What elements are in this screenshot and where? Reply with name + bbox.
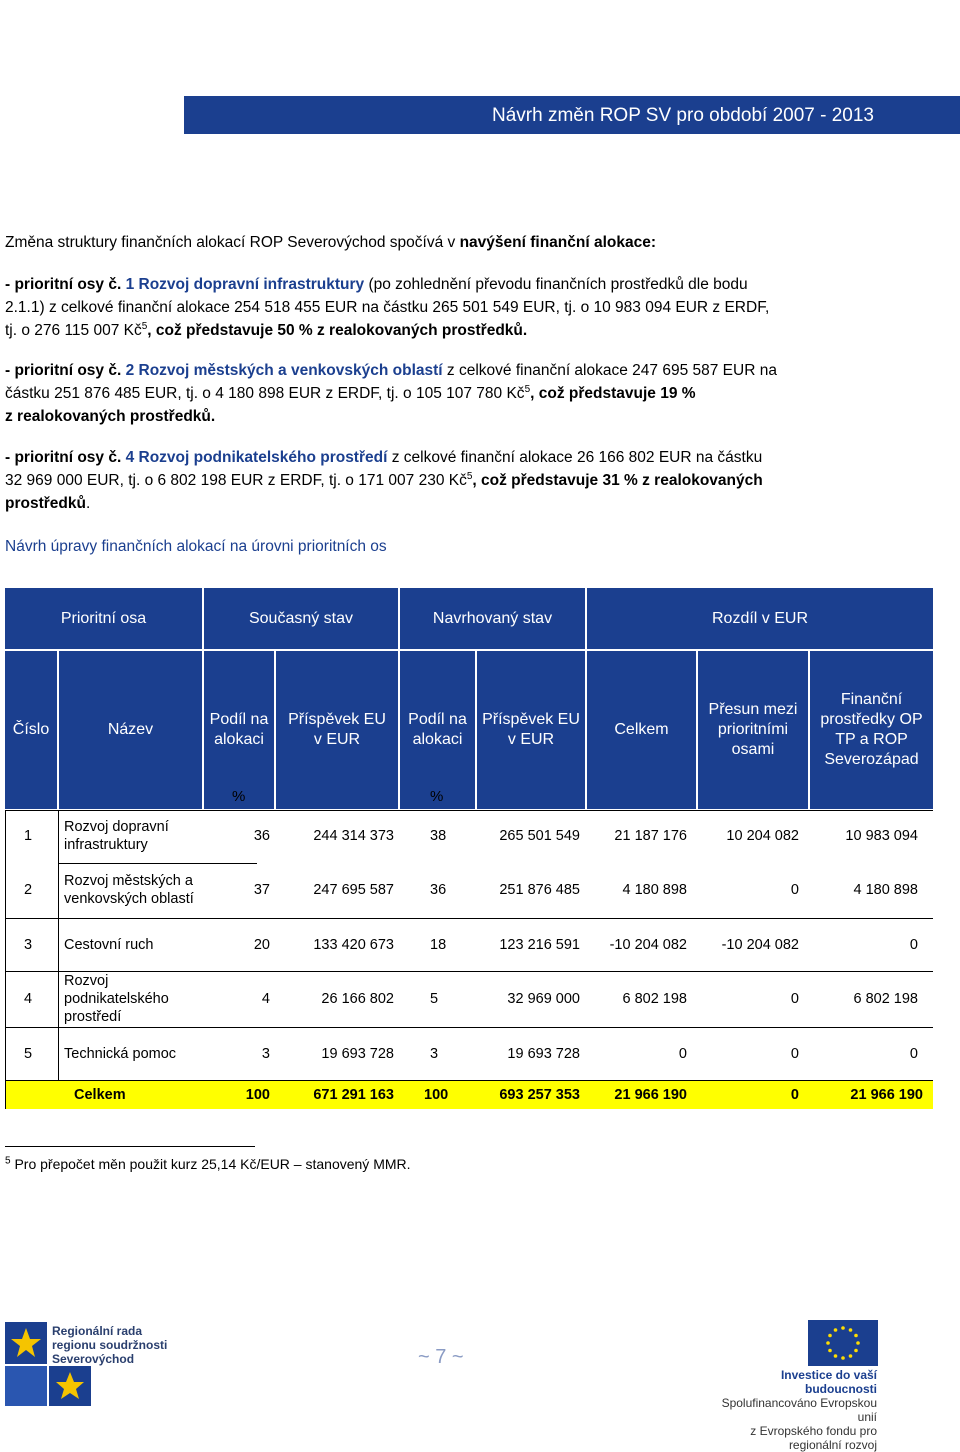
grid-line <box>58 810 59 1080</box>
eu-star <box>828 1349 832 1353</box>
row-number: 4 <box>24 991 33 1007</box>
row-optp: 6 802 198 <box>853 991 918 1007</box>
eu-star <box>854 1349 858 1353</box>
logo-block <box>5 1366 47 1406</box>
eu-flag-icon <box>808 1320 878 1366</box>
footnote-separator <box>5 1146 255 1147</box>
row-name: Cestovní ruch <box>64 937 154 953</box>
row-number: 1 <box>24 828 33 844</box>
row-optp: 4 180 898 <box>853 882 918 898</box>
col-header-new-pct: Podíl na alokaci <box>400 651 475 809</box>
star-icon <box>49 1366 91 1406</box>
eu-star <box>841 1326 845 1330</box>
row-shift: 0 <box>790 1046 799 1062</box>
pct-label-proposed: % <box>430 788 444 805</box>
row-cur-eur: 244 314 373 <box>313 828 394 844</box>
row-cur-pct: 37 <box>253 882 270 898</box>
row-number: 3 <box>24 937 33 953</box>
row-name: Technická pomoc <box>64 1046 177 1062</box>
axis4-paragraph: - prioritní osy č. 4 Rozvoj podnikatelského prostředí z celkové finanční alokace 26 166 802 EUR na částku 32 969 000 EUR, tj. o 6 802 198 EUR z ERDF, tj. o 171 007 230 $Kč^5$, což představuje 31 % z realokovaných prostředků. <box>5 449 763 512</box>
intro-paragraph: Změna struktury finančních alokací ROP Severovýchod spočívá v navýšení finanční alokace: <box>5 234 657 251</box>
row-optp: 10 983 094 <box>845 828 918 844</box>
eu-stars-icon <box>808 1320 878 1366</box>
axis2-paragraph: - prioritní osy č. 2 Rozvoj městských a venkovských oblastí z celkové finanční alokace 247 695 587 EUR na částku 251 876 485 EUR, tj. o 4 180 898 EUR z ERDF, tj. o 105 107 780 $Kč^5$, což představuje 19 % z realokovaných prostředků. <box>5 362 777 425</box>
header-title: Návrh změn ROP SV pro období 2007 - 2013 <box>492 105 874 126</box>
row-name: Rozvoj městských a venkovských oblastí <box>64 873 194 907</box>
row-total: -10 204 082 <box>609 937 687 953</box>
row-shift: 10 204 082 <box>726 828 799 844</box>
eu-star <box>826 1341 830 1345</box>
row-cur-eur: 247 695 587 <box>313 882 394 898</box>
col-header-name: Název <box>59 651 202 809</box>
row-cur-pct: 20 <box>253 937 270 953</box>
row-name: Rozvoj dopravní infrastruktury <box>64 819 169 853</box>
group-header-diff: Rozdíl v EUR <box>587 588 933 649</box>
row-shift: 0 <box>790 991 799 1007</box>
row-cur-pct: 36 <box>253 828 270 844</box>
row-new-eur: 251 876 485 <box>499 882 580 898</box>
row-cur-pct: 4 <box>261 991 270 1007</box>
row-new-eur: 265 501 549 <box>499 828 580 844</box>
total-shift: 0 <box>790 1086 799 1103</box>
row-cur-eur: 133 420 673 <box>313 937 394 953</box>
eu-star <box>856 1341 860 1345</box>
row-cur-pct: 3 <box>261 1046 270 1062</box>
row-new-pct: 18 <box>430 937 447 953</box>
total-cur-pct: 100 <box>245 1086 270 1103</box>
row-new-pct: 38 <box>430 828 447 844</box>
grid-line <box>5 810 6 1109</box>
row-total: 4 180 898 <box>622 882 687 898</box>
star-icon <box>5 1322 47 1364</box>
eu-star <box>828 1334 832 1338</box>
row-new-eur: 123 216 591 <box>499 937 580 953</box>
eu-star <box>849 1328 853 1332</box>
total-new-pct: 100 <box>424 1086 449 1103</box>
total-total: 21 966 190 <box>614 1086 687 1103</box>
footnote: $^5$ Pro přepočet měn použit kurz 25,14 Kč/EUR – stanovený MMR. <box>5 1155 411 1172</box>
row-number: 5 <box>24 1046 33 1062</box>
total-new-eur: 693 257 353 <box>499 1086 580 1103</box>
row-new-pct: 36 <box>430 882 447 898</box>
regional-council-logo <box>5 1322 47 1364</box>
total-label: Celkem <box>74 1086 126 1103</box>
row-new-eur: 32 969 000 <box>507 991 580 1007</box>
logo-block <box>49 1366 91 1406</box>
col-header-new-eur: Příspěvek EU v EUR <box>477 651 585 809</box>
section-title: Návrh úpravy finančních alokací na úrovni prioritních os <box>5 538 387 555</box>
col-header-number: Číslo <box>5 651 57 809</box>
eu-star <box>834 1328 838 1332</box>
row-number: 2 <box>24 882 33 898</box>
left-logo-text: Regionální rada regionu soudržnosti Severovýchod <box>52 1324 168 1366</box>
page-number: ~ 7 ~ <box>418 1346 464 1368</box>
row-new-eur: 19 693 728 <box>507 1046 580 1062</box>
total-optp: 21 966 190 <box>850 1086 923 1103</box>
eu-star <box>841 1356 845 1360</box>
row-total: 0 <box>678 1046 687 1062</box>
right-logo-text: Investice do vaší budoucnosti Spolufinancováno Evropskou unií z Evropského fondu pro regionální rozvoj <box>721 1368 877 1452</box>
group-header-axis: Prioritní osa <box>5 588 202 649</box>
group-header-proposed: Navrhovaný stav <box>400 588 585 649</box>
row-new-pct: 5 <box>430 991 439 1007</box>
eu-star <box>849 1354 853 1358</box>
col-header-cur-eur: Příspěvek EU v EUR <box>276 651 398 809</box>
col-header-total: Celkem <box>587 651 696 809</box>
eu-star <box>854 1334 858 1338</box>
pct-label-current: % <box>232 788 246 805</box>
row-optp: 0 <box>909 937 918 953</box>
row-total: 6 802 198 <box>622 991 687 1007</box>
col-header-cur-pct: Podíl na alokaci <box>204 651 274 809</box>
row-optp: 0 <box>909 1046 918 1062</box>
row-shift: 0 <box>790 882 799 898</box>
row-total: 21 187 176 <box>614 828 687 844</box>
total-cur-eur: 671 291 163 <box>313 1086 394 1103</box>
row-name: Rozvoj podnikatelského prostředí <box>64 973 169 1025</box>
row-cur-eur: 26 166 802 <box>321 991 394 1007</box>
row-new-pct: 3 <box>430 1046 439 1062</box>
col-header-optp: Finanční prostředky OP TP a ROP Severozápad <box>810 651 933 809</box>
row-cur-eur: 19 693 728 <box>321 1046 394 1062</box>
axis1-paragraph: - prioritní osy č. 1 Rozvoj dopravní infrastruktury (po zohlednění převodu finančních prostředků dle bodu 2.1.1) z celkové finanční alokace 254 518 455 EUR na částku 265 501 549 EUR, tj. o 10 983 094 EUR z ERDF, tj. o 276 115 007 $Kč^5$, což představuje 50 % z realokovaných prostředků. <box>5 276 770 339</box>
eu-star <box>834 1354 838 1358</box>
row-shift: -10 204 082 <box>721 937 799 953</box>
header-bar <box>184 96 960 134</box>
col-header-shift: Přesun mezi prioritními osami <box>698 651 808 809</box>
group-header-current: Současný stav <box>204 588 398 649</box>
